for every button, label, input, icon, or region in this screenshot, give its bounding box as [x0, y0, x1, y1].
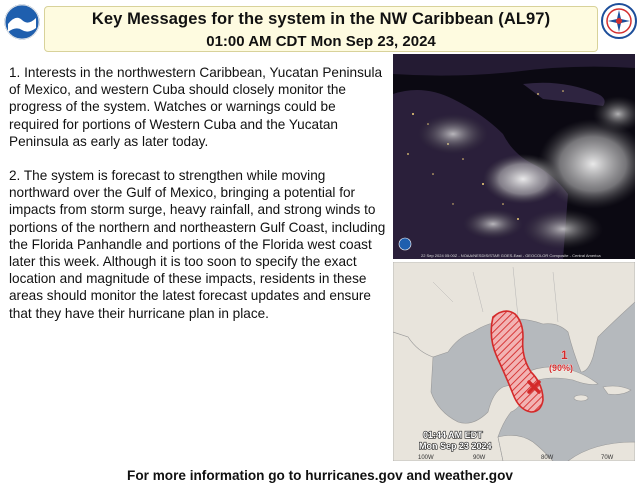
lon-label-70w: 70W [601, 455, 614, 461]
header-banner [44, 6, 598, 52]
nws-logo-icon [600, 2, 638, 42]
issuance-time: 01:00 AM CDT Mon Sep 23, 2024 [206, 33, 436, 50]
lon-label-100w: 100W [418, 455, 434, 461]
key-messages [9, 64, 389, 339]
tropical-outlook-map [393, 262, 635, 461]
system-number-label: 1 [561, 348, 568, 362]
system-chance-label: (90%) [549, 363, 574, 373]
key-message-2: 2. The system is forecast to strengthen while moving northward over the Gulf of Mexico, bringing a potential for impacts from storm surge, heavy rainfall, and strong winds to portions of the northern and northeastern Gulf Coast, including the Florida Panhandle and portions of the Florida west coast later this week. Although it is too soon to specify the exact location and magnitude of these impacts, residents in these areas should monitor the latest forecast updates and ensure that they have their hurricane plan in place. [9, 168, 386, 321]
satellite-image [393, 54, 635, 259]
lon-label-80w: 80W [541, 455, 554, 461]
footer-info: For more information go to hurricanes.gov and weather.gov [127, 468, 513, 483]
page-title: Key Messages for the system in the NW Caribbean (AL97) [91, 10, 551, 28]
map-time-label: 01:44 AM EDT [423, 430, 483, 440]
lon-label-90w: 90W [473, 455, 486, 461]
noaa-logo-icon [4, 4, 40, 40]
satellite-caption: 22 Sep 2024 05:00Z - NOAA/NESDIS/STAR GOES-East - GEOCOLOR Composite - Central America [421, 253, 601, 258]
satellite-imagery [393, 54, 635, 259]
map-date-label: Mon Sep 23 2024 [419, 441, 492, 451]
key-message-1: 1. Interests in the northwestern Caribbean, Yucatan Peninsula of Mexico, and western Cuba should closely monitor the progress of the system. Watches or warnings could be required for portions of Western Cuba and the Yucatan Peninsula as early as later today. [9, 65, 383, 149]
outlook-map-graphic [393, 262, 635, 461]
